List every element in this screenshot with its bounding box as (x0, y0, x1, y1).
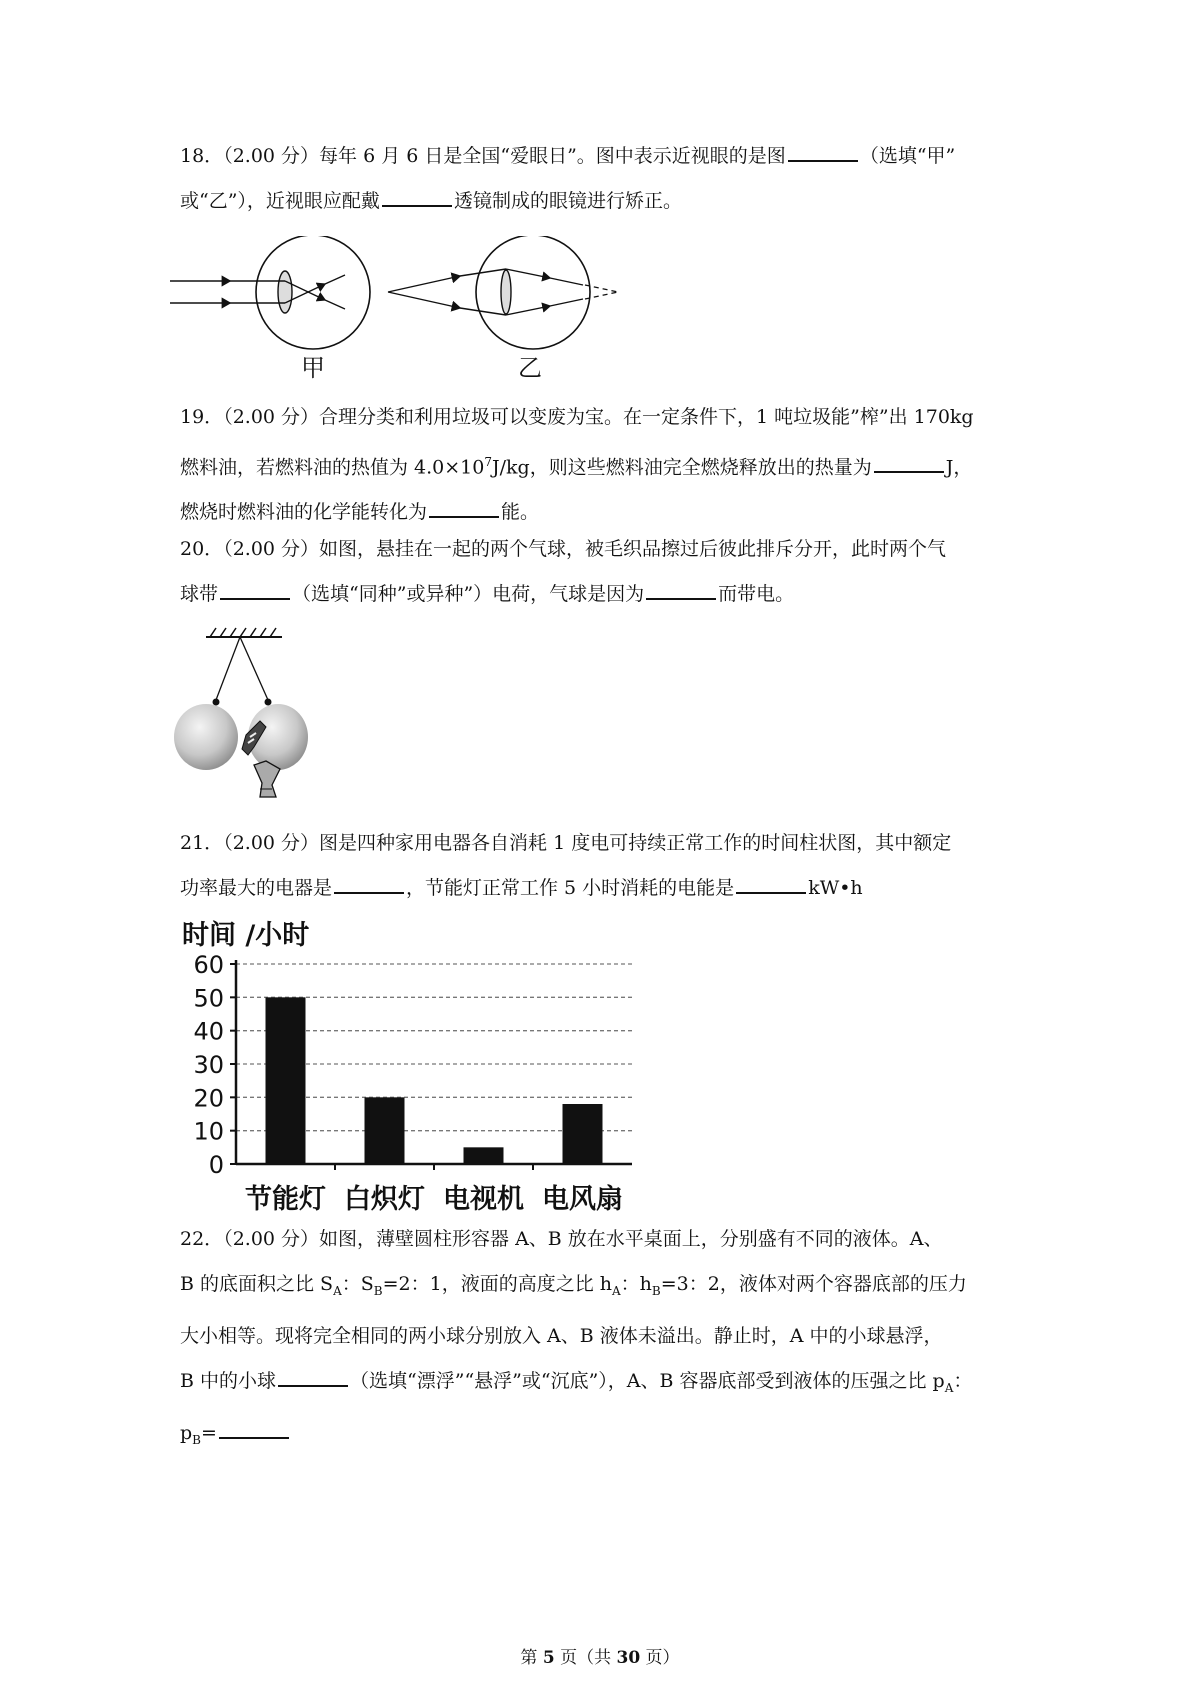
q21-blank-2[interactable] (736, 872, 806, 894)
q20-blank-1[interactable] (220, 578, 290, 600)
ceiling-icon (206, 628, 282, 637)
q18-text-2: （选填“甲” (859, 145, 956, 167)
q22-text-5b: = (201, 1421, 217, 1444)
q18-number: 18． (180, 145, 224, 167)
q22-sub-a-2: A (611, 1283, 621, 1298)
bar (563, 1104, 603, 1164)
q21-text-2c: kW•h (808, 877, 863, 899)
q21-number: 21． (180, 832, 224, 854)
question-18 (180, 135, 1025, 222)
q20-text-1: 如图，悬挂在一起的两个气球，被毛织品擦过后彼此排斥分开，此时两个气 (319, 538, 947, 560)
y-tick-label: 20 (193, 1084, 224, 1113)
q22-text-2e: =3：2，液体对两个容器底部的压力 (660, 1273, 967, 1295)
chart-ylabel: 时间 /小时 (182, 920, 310, 951)
page-footer (0, 1643, 1200, 1668)
q18-line-2 (180, 180, 1025, 222)
q22-text-2d: ：h (620, 1273, 652, 1295)
bar (365, 1097, 405, 1164)
q22-line-3 (180, 1315, 1025, 1357)
q22-line-4 (180, 1360, 1025, 1409)
q22-score: （2.00 分） (223, 1228, 320, 1250)
q20-text-2b: （选填“同种”或异种”）电荷，气球是因为 (292, 583, 645, 605)
eye-diagram-a (170, 236, 370, 382)
y-tick-label: 60 (193, 951, 224, 979)
q20-line-1 (180, 528, 1025, 570)
q22-text-2b: ：S (341, 1273, 374, 1295)
footer-total-pages: 30 (616, 1648, 641, 1668)
footer-page-number: 5 (542, 1648, 555, 1668)
q18-blank-1[interactable] (788, 140, 858, 162)
eye-label-a: 甲 (301, 354, 325, 382)
eye-diagram-b (388, 236, 618, 382)
eye-figure (170, 236, 630, 384)
q19-line-2 (180, 441, 1025, 488)
q22-text-5a: p (180, 1421, 193, 1444)
category-label: 电视机 (443, 1184, 524, 1215)
bar (464, 1147, 504, 1164)
y-tick-label: 50 (193, 984, 224, 1013)
q19-text-2b: J/kg，则这些燃料油完全燃烧释放出的热量为 (492, 456, 872, 479)
balloon-figure (168, 625, 318, 807)
question-19 (180, 396, 1025, 533)
q19-text-3a: 燃烧时燃料油的化学能转化为 (180, 501, 428, 524)
q22-text-1: 如图，薄壁圆柱形容器 A、B 放在水平桌面上，分别盛有不同的液体。A、 (319, 1228, 943, 1250)
q18-text-1: 每年 6 月 6 日是全国“爱眼日”。图中表示近视眼的是图 (319, 145, 786, 167)
q22-sub-b-1: B (373, 1283, 383, 1298)
q18-line-1 (180, 135, 1025, 177)
q22-blank-2[interactable] (219, 1417, 289, 1439)
q22-sub-a-3: A (944, 1380, 954, 1395)
category-label: 白炽灯 (344, 1184, 425, 1215)
y-tick-label: 40 (193, 1017, 224, 1046)
q19-line-1 (180, 396, 1025, 438)
eye-label-b: 乙 (518, 354, 542, 382)
question-20 (180, 528, 1025, 615)
q21-text-1: 图是四种家用电器各自消耗 1 度电可持续正常工作的时间柱状图，其中额定 (319, 832, 952, 854)
q18-text-3: 或“乙”），近视眼应配戴 (180, 190, 380, 212)
q22-number: 22． (180, 1228, 224, 1250)
q22-text-4b: （选填“漂浮”“悬浮”或“沉底”），A、B 容器底部受到液体的压强之比 p (350, 1369, 945, 1392)
y-tick-label: 0 (208, 1151, 224, 1179)
category-label: 节能灯 (245, 1184, 326, 1215)
q22-text-4c: ： (953, 1369, 973, 1392)
q20-text-2a: 球带 (180, 583, 219, 605)
q18-blank-2[interactable] (382, 185, 452, 207)
q20-blank-2[interactable] (646, 578, 716, 600)
q20-line-2 (180, 573, 1025, 615)
q19-blank-2[interactable] (429, 496, 499, 518)
q21-blank-1[interactable] (334, 872, 404, 894)
q22-blank-1[interactable] (278, 1365, 348, 1387)
q21-line-2 (180, 867, 1025, 909)
q19-text-2a: 燃料油，若燃料油的热值为 4.0×10 (180, 456, 485, 479)
q19-text-3b: 能。 (501, 501, 540, 524)
q21-text-2b: ，节能灯正常工作 5 小时消耗的电能是 (406, 877, 735, 899)
q19-text-1: 合理分类和利用垃圾可以变废为宝。在一定条件下，1 吨垃圾能”榨”出 170kg (319, 406, 974, 428)
q18-text-4: 透镜制成的眼镜进行矫正。 (453, 190, 682, 212)
q19-number: 19． (180, 406, 224, 428)
footer-suffix: 页） (640, 1648, 680, 1668)
q19-score: （2.00 分） (223, 406, 320, 428)
q19-exponent: 7 (484, 455, 492, 469)
q22-line-1 (180, 1218, 1025, 1260)
q22-sub-b-3: B (192, 1432, 201, 1447)
q19-text-2c: J， (945, 456, 973, 479)
q21-line-1 (180, 822, 1025, 864)
q22-text-2a: B 的底面积之比 S (180, 1273, 334, 1295)
q21-text-2a: 功率最大的电器是 (180, 877, 333, 899)
q20-text-2c: 而带电。 (718, 583, 795, 605)
q21-score: （2.00 分） (223, 832, 320, 854)
q22-text-3: 大小相等。现将完全相同的两小球分别放入 A、B 液体未溢出。静止时，A 中的小球悬浮， (180, 1324, 943, 1347)
q19-blank-1[interactable] (874, 451, 944, 473)
balloon-left-icon (174, 704, 238, 770)
bar-chart (172, 912, 660, 1224)
bar (266, 997, 306, 1164)
q20-number: 20． (180, 538, 224, 560)
q22-sub-a-1: A (333, 1283, 342, 1298)
q20-score: （2.00 分） (223, 538, 320, 560)
q22-line-2 (180, 1263, 1025, 1312)
category-label: 电风扇 (542, 1184, 623, 1215)
question-21 (180, 822, 1025, 909)
footer-prefix: 第 (520, 1648, 543, 1668)
q22-sub-b-2: B (651, 1283, 661, 1298)
question-22 (180, 1218, 1025, 1460)
footer-middle: 页（共 (554, 1648, 617, 1668)
y-tick-label: 30 (193, 1051, 224, 1079)
y-tick-label: 10 (193, 1117, 224, 1146)
q22-line-5 (180, 1412, 1025, 1461)
q22-text-4a: B 中的小球 (180, 1369, 277, 1392)
q18-score: （2.00 分） (223, 145, 320, 167)
q22-text-2c: =2：1，液面的高度之比 h (382, 1273, 612, 1295)
